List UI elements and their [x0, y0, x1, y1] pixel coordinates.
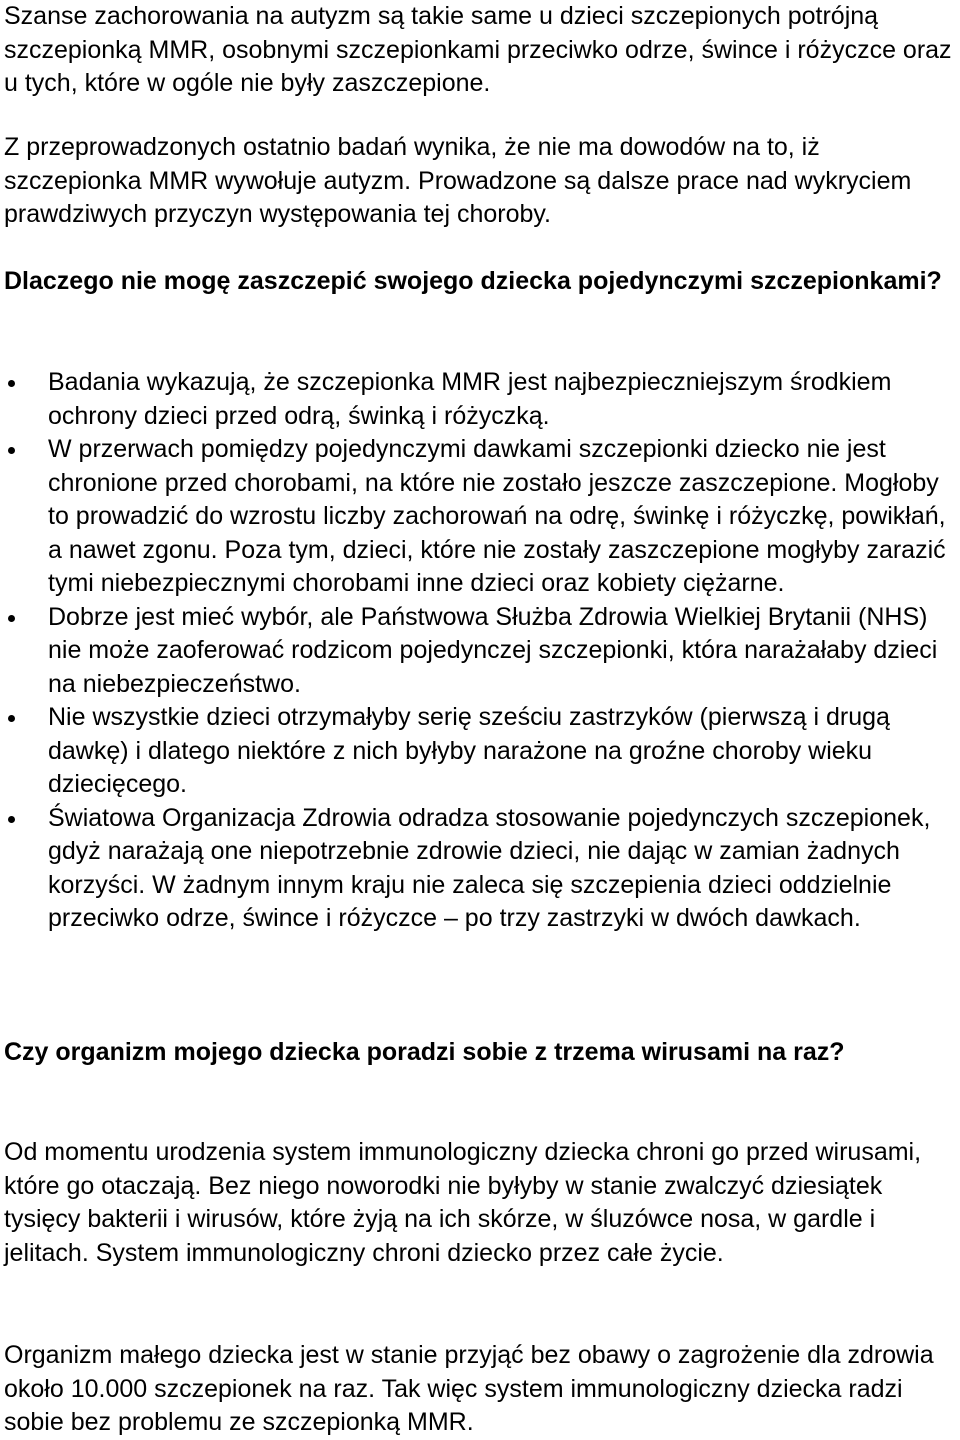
intro-paragraph: Szanse zachorowania na autyzm są takie same u dzieci szczepionych potrójną szczepionką MMR, osobnymi szczepionkami przeciwko odrze, śwince i różyczce oraz u tych, które w ogóle nie były zaszczepione. [4, 2, 952, 97]
list-item-text: Dobrze jest mieć wybór, ale Państwowa Służba Zdrowia Wielkiej Brytanii (NHS) nie może zaoferować rodzicom pojedynczej szczepionki, która narażałaby dzieci na niebezpieczeństwo. [48, 602, 938, 698]
immune-system-paragraph: Od momentu urodzenia system immunologiczny dziecka chroni go przed wirusami, które go otaczają. Bez niego noworodki nie byłyby w stanie zwalczyć dziesiątek tysięcy bakterii i wirusów, które żyją na ich skórze, w śluzówce nosa, w gardle i jelitach. System immunologiczny chroni dziecko przez całe życie. [4, 1138, 922, 1267]
bullet-icon [8, 615, 15, 622]
list-item [4, 366, 954, 433]
list-item-text: Nie wszystkie dzieci otrzymałyby serię sześciu zastrzyków (pierwszą i drugą dawkę) i dlatego niektóre z nich byłyby narażone na groźne choroby wieku dziecięcego. [48, 703, 890, 798]
list-item [4, 433, 954, 601]
section-heading-three-viruses: Czy organizm mojego dziecka poradzi sobie z trzema wirusami na raz? [4, 1038, 845, 1066]
bullet-icon [8, 447, 15, 454]
list-item-text: Światowa Organizacja Zdrowia odradza stosowanie pojedynczych szczepionek, gdyż narażają one niepotrzebnie zdrowie dzieci, nie dając w zamian żadnych korzyści. W żadnym innym kraju nie zaleca się szczepienia dzieci oddzielnie przeciwko odrze, śwince i różyczce – po trzy zastrzyki w dwóch dawkach. [48, 803, 931, 932]
bullet-icon [8, 816, 15, 823]
section-heading-single-vaccines: Dlaczego nie mogę zaszczepić swojego dziecka pojedynczymi szczepionkami? [4, 267, 942, 295]
list-item [4, 701, 954, 802]
research-paragraph: Z przeprowadzonych ostatnio badań wynika, że nie ma dowodów na to, iż szczepionka MMR wywołuje autyzm. Prowadzone są dalsze prace nad wykryciem prawdziwych przyczyn występowania tej choroby. [4, 133, 912, 228]
list-item [4, 802, 954, 936]
bullet-icon [8, 715, 15, 722]
bullet-icon [8, 380, 15, 387]
vaccine-capacity-paragraph: Organizm małego dziecka jest w stanie przyjąć bez obawy o zagrożenie dla zdrowia około 10.000 szczepionek na raz. Tak więc system immunologiczny dziecka radzi sobie bez problemu ze szczepionką MMR. [4, 1341, 934, 1436]
list-item-text: W przerwach pomiędzy pojedynczymi dawkami szczepionki dziecko nie jest chronione przed chorobami, na które nie zostało jeszcze zaszczepione. Mogłoby to prowadzić do wzrostu liczby zachorowań na odrę, świnkę i różyczkę, powikłań, a nawet zgonu. Poza tym, dzieci, które nie zostały zaszczepione mogłyby zarazić tymi niebezpiecznymi chorobami inne dzieci oraz kobiety ciężarne. [48, 435, 946, 597]
reasons-list [4, 366, 954, 936]
list-item [4, 601, 954, 702]
list-item-text: Badania wykazują, że szczepionka MMR jest najbezpieczniejszym środkiem ochrony dzieci przed odrą, świnką i różyczką. [48, 368, 892, 430]
